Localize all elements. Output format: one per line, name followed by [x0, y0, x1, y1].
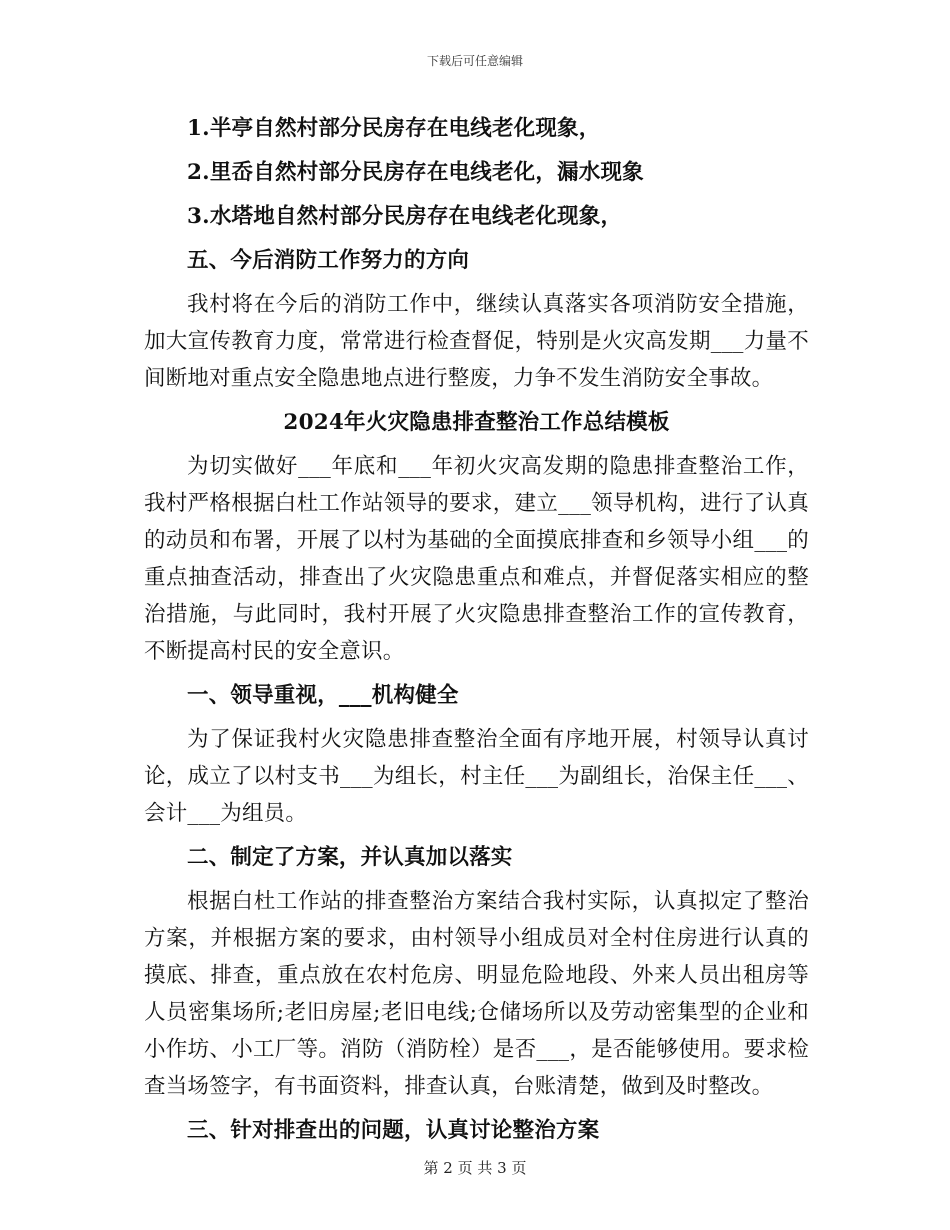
list-item-3: 3.水塔地自然村部分民房存在电线老化现象，: [187, 204, 623, 229]
list-item-2: 2.里岙自然村部分民房存在电线老化，漏水现象: [187, 160, 644, 185]
paragraph-plan: 根据白杜工作站的排查整治方案结合我村实际，认真拟定了整治方案，并根据方案的要求，由村领导小组成员对全村住房进行认真的摸底、排查，重点放在农村危房、明显危险地段、外来人员出租房等人员密集场所;老旧房屋;老旧电线;仓储场所以及劳动密集型的企业和小作坊、小工厂等。消防（消防栓）是否___，是否能够使用。要求检查当场签字，有书面资料，排查认真，台账清楚，做到及时整改。: [144, 889, 809, 1099]
page-footer: 第 2 页 共 3 页: [423, 1159, 527, 1177]
document-body: [144, 110, 809, 1156]
paragraph-leadership: 为了保证我村火灾隐患排查整治全面有序地开展，村领导认真讨论，成立了以村支书___为组长，村主任___为副组长，治保主任___、会计___为组员。: [144, 727, 809, 826]
section-heading-2: 二、制定了方案，并认真加以落实: [187, 845, 513, 870]
paragraph-future-direction: 我村将在今后的消防工作中，继续认真落实各项消防安全措施，加大宣传教育力度，常常进行检查督促，特别是火灾高发期___力量不间断地对重点安全隐患地点进行整废，力争不发生消防安全事故。: [144, 292, 809, 391]
section-heading-5: 五、今后消防工作努力的方向: [187, 248, 470, 273]
list-item-1: 1.半亭自然村部分民房存在电线老化现象，: [187, 116, 601, 141]
paragraph-intro: 为切实做好___年底和___年初火灾高发期的隐患排查整治工作，我村严格根据白杜工作站领导的要求，建立___领导机构，进行了认真的动员和布署，开展了以村为基础的全面摸底排查和乡领导小组___的重点抽查活动，排查出了火灾隐患重点和难点，并督促落实相应的整治措施，与此同时，我村开展了火灾隐患排查整治工作的宣传教育，不断提高村民的安全意识。: [144, 454, 809, 664]
section-heading-3: 三、针对排查出的问题，认真讨论整治方案: [187, 1118, 600, 1143]
section-heading-1: 一、领导重视，___机构健全: [187, 683, 459, 708]
page-header: 下载后可任意编辑: [426, 54, 523, 68]
document-title: 2024年火灾隐患排查整治工作总结模板: [283, 410, 670, 435]
